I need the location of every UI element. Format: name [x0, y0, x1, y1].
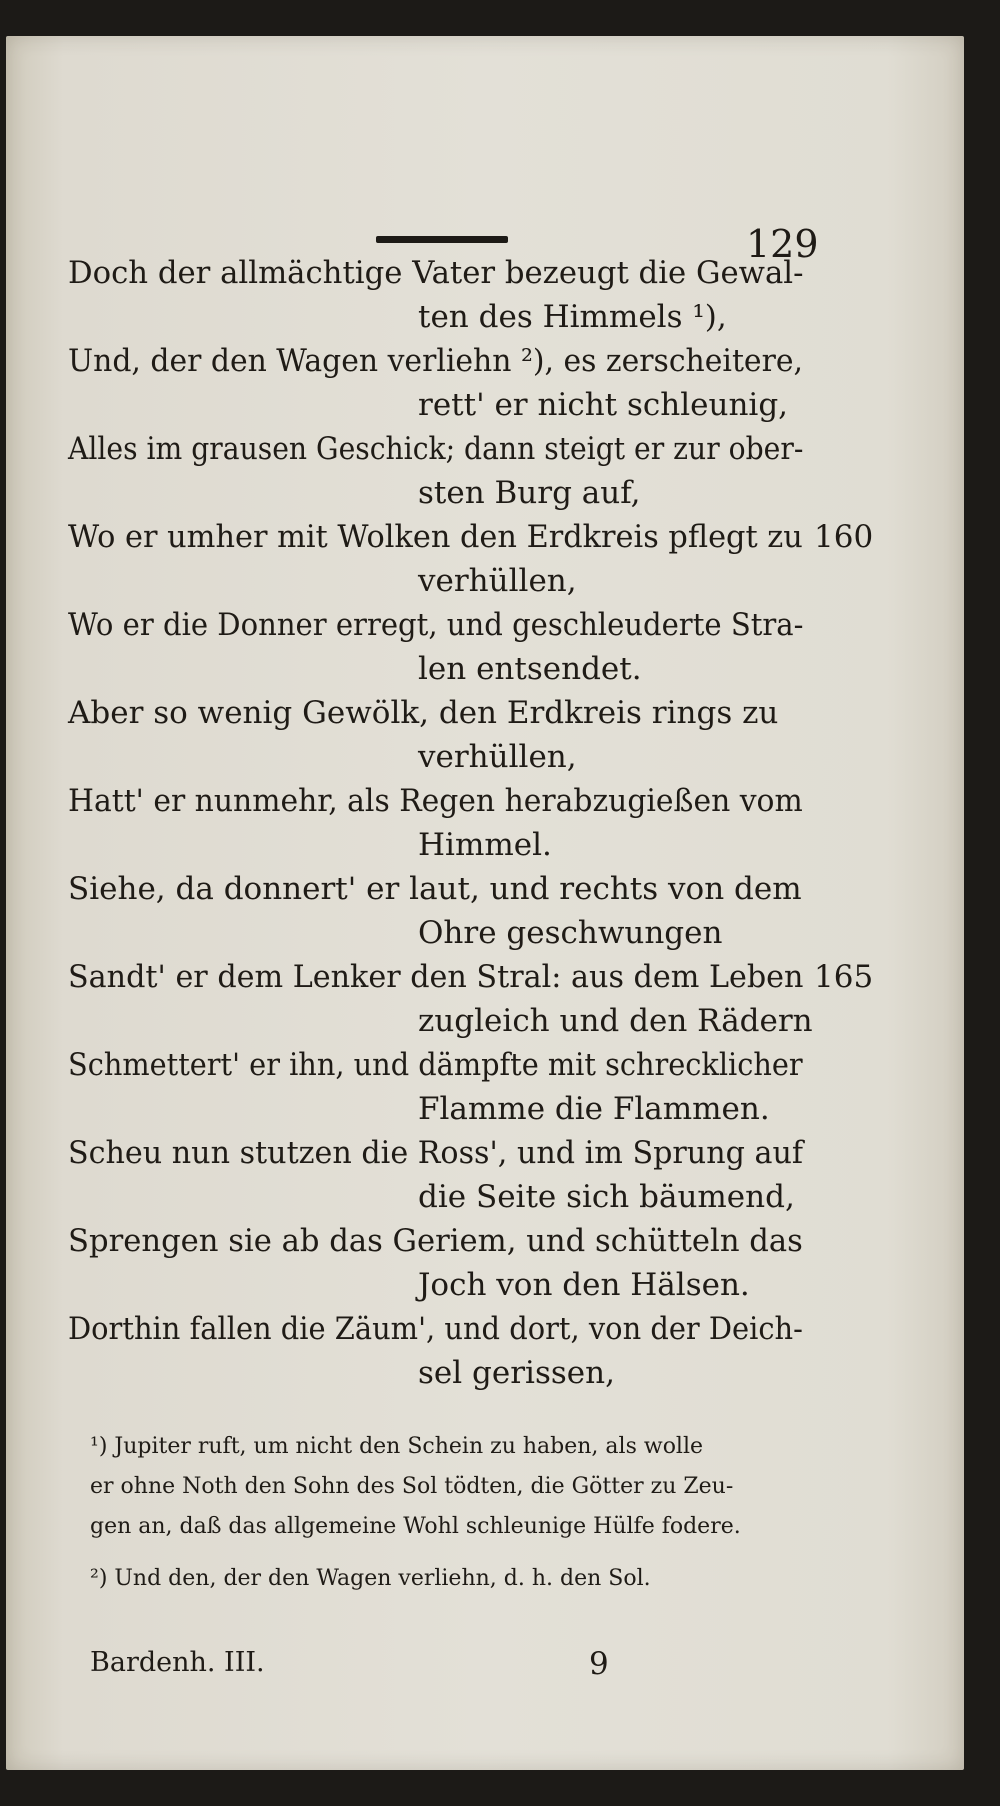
verse-line: Hatt' er nunmehr, als Regen herabzugießen vom: [68, 783, 803, 819]
verse-line: Schmettert' er ihn, und dämpfte mit schrecklicher: [68, 1047, 803, 1083]
line-number: 165: [814, 959, 874, 995]
verse-line: Wo er die Donner erregt, und geschleuderte Stra-: [68, 607, 804, 643]
verse-line-continuation: Joch von den Hälsen.: [418, 1267, 750, 1303]
verse-line-continuation: die Seite sich bäumend,: [418, 1179, 795, 1215]
verse-line-continuation: ten des Himmels ¹),: [418, 299, 727, 335]
page-number: 129: [746, 222, 819, 266]
footnote-line: er ohne Noth den Sohn des Sol tödten, die Götter zu Zeu-: [90, 1474, 734, 1499]
footnote-line: ¹) Jupiter ruft, um nicht den Schein zu haben, als wolle: [90, 1434, 704, 1459]
verse-line-continuation: Flamme die Flammen.: [418, 1091, 770, 1127]
verse-line: Dorthin fallen die Zäum', und dort, von der Deich-: [68, 1311, 803, 1347]
verse-line-continuation: sten Burg auf,: [418, 475, 641, 511]
verse-line: Scheu nun stutzen die Ross', und im Sprung auf: [68, 1135, 804, 1171]
verse-line: Siehe, da donnert' er laut, und rechts von dem: [68, 871, 802, 907]
verse-line: Und, der den Wagen verliehn ²), es zerscheitere,: [68, 343, 803, 379]
verse-line-continuation: verhüllen,: [418, 563, 577, 599]
verse-line-continuation: zugleich und den Rädern: [418, 1003, 813, 1039]
verse-line: Alles im grausen Geschick; dann steigt er zur ober-: [68, 431, 804, 467]
signature-mark: 9: [589, 1646, 609, 1682]
verse-line-continuation: len entsendet.: [418, 651, 642, 687]
verse-line-continuation: rett' er nicht schleunig,: [418, 387, 789, 423]
verse-line: Sandt' er dem Lenker den Stral: aus dem Leben: [68, 959, 804, 995]
signature-title: Bardenh. III.: [90, 1647, 265, 1678]
verse-line-continuation: Himmel.: [418, 827, 552, 863]
book-page: [6, 36, 964, 1770]
verse-line-continuation: verhüllen,: [418, 739, 577, 775]
header-rule: [376, 236, 508, 243]
footnote-line: gen an, daß das allgemeine Wohl schleunige Hülfe fodere.: [90, 1514, 741, 1539]
verse-line-continuation: sel gerissen,: [418, 1355, 615, 1391]
verse-line-continuation: Ohre geschwungen: [418, 915, 723, 951]
line-number: 160: [814, 519, 874, 555]
verse-line: Doch der allmächtige Vater bezeugt die Gewal-: [68, 255, 804, 291]
verse-line: Wo er umher mit Wolken den Erdkreis pflegt zu: [68, 519, 803, 555]
verse-line: Aber so wenig Gewölk, den Erdkreis rings zu: [68, 695, 779, 731]
verse-line: Sprengen sie ab das Geriem, und schütteln das: [68, 1223, 803, 1259]
footnote-line: ²) Und den, der den Wagen verliehn, d. h. den Sol.: [90, 1566, 651, 1591]
